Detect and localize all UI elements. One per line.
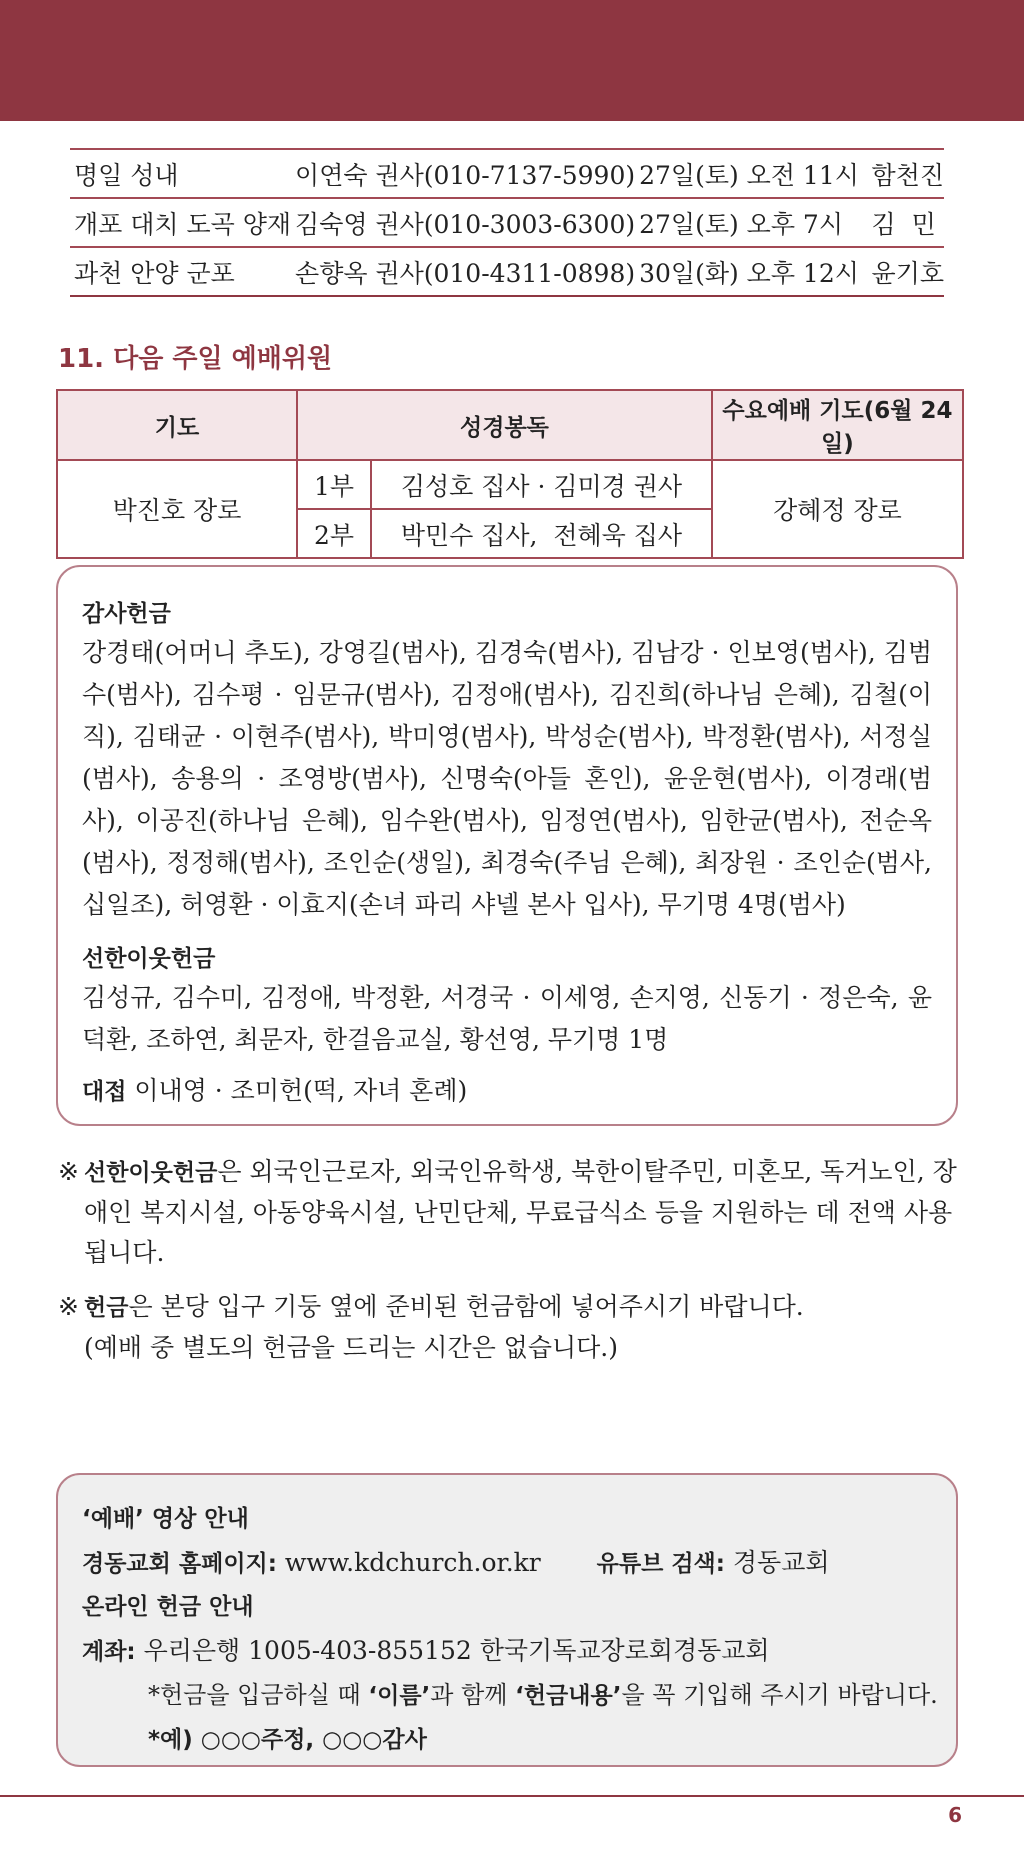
visit-contact: 김숙영 권사(010-3003-6300) [291,198,635,247]
visit-pastor: 함천진 [868,149,944,198]
remark-text: 과 함께 [430,1681,516,1709]
note-neighbor-offering [58,1152,968,1273]
visit-pastor: 김 민 [868,198,944,247]
visit-area: 명일 성내 [70,149,291,198]
note-bold: 헌금 [84,1295,129,1321]
reference-mark: ※ [58,1292,79,1321]
note-text: 은 외국인근로자, 외국인유학생, 북한이탈주민, 미혼모, 독거노인, 장애인 복지시설, 아동양육시설, 난민단체, 무료급식소 등을 지원하는 데 전액 사용됩니다. [84,1157,957,1267]
youtube-label: 유튜브 검색: [596,1551,725,1577]
visit-time: 30일(화) 오후 12시 [635,247,867,296]
footer-line [0,1795,1024,1797]
visit-contact: 이연숙 권사(010-7137-5990) [291,149,635,198]
video-heading: ‘예배’ 영상 안내 [82,1506,249,1532]
prayer-name: 박진호 장로 [57,460,297,558]
table-row [70,149,944,198]
visit-time: 27일(토) 오전 11시 [635,149,867,198]
visitation-table [70,148,944,297]
section-title: 11. 다음 주일 예배위원 [58,344,333,374]
visit-time: 27일(토) 오후 7시 [635,198,867,247]
remark-bold-content: ‘헌금내용’ [515,1683,622,1709]
note-subtext: (예배 중 별도의 헌금을 드리는 시간은 없습니다.) [84,1333,618,1362]
header-prayer: 기도 [57,390,297,460]
online-offering-heading: 온라인 헌금 안내 [82,1594,254,1620]
header-reading: 성경봉독 [297,390,712,460]
thanks-offering-heading: 감사헌금 [82,601,171,627]
thanks-offering-list: 강경태(어머니 추도), 강영길(범사), 김경숙(범사), 김남강 · 인보영(범사), 김범수(범사), 김수평 · 임문규(범사), 김정애(범사), 김진희(하나님 은혜), 김철(이직), 김태균 · 이현주(범사), 박미영(범사), 박성순(범사), 박정환(범사), 서정실(범사), 송용의 · 조영방(범사), 신명숙(아들 혼인), 윤운현(범사), 이경래(범사), 이공진(하나님 은혜), 임수완(범사), 임정연(범사), 임한균(범사), 전순옥(범사), 정정해(범사), 조인순(생일), 최경숙(주님 은혜), 최장원 · 조인순(범사, 십일조), 허영환 · 이효지(손녀 파리 샤넬 본사 입사), 무기명 4명(범사) [82,638,932,919]
neighbor-offering-heading: 선한이웃헌금 [82,946,216,972]
reading-names: 김성호 집사 · 김미경 권사 [371,460,712,509]
daejeop-label: 대접 [82,1079,127,1105]
visit-contact: 손향옥 권사(010-4311-0898) [291,247,635,296]
offering-box [56,565,958,1126]
table-row [57,460,963,509]
visit-area: 과천 안양 군포 [70,247,291,296]
neighbor-offering-list: 김성규, 김수미, 김정애, 박정환, 서경국 · 이세영, 손지영, 신동기 · 정은숙, 윤덕환, 조하연, 최문자, 한걸음교실, 황선영, 무기명 1명 [82,983,932,1054]
youtube-value: 경동교회 [732,1548,830,1577]
remark-text: 을 꼭 기입해 주시기 바랍니다. [621,1681,938,1709]
note-offering-box [58,1287,968,1368]
reference-mark: ※ [58,1157,79,1186]
account-row [82,1629,932,1673]
table-header-row [57,390,963,460]
daejeop-text: 이내영 · 조미헌(떡, 자녀 혼례) [134,1076,468,1105]
reading-service: 2부 [297,509,371,558]
homepage-label: 경동교회 홈페이지: [82,1551,277,1577]
account-value: 우리은행 1005-403-855152 한국기독교장로회경동교회 [143,1636,770,1665]
note-bold: 선한이웃헌금 [84,1160,218,1186]
header-wed-prayer: 수요예배 기도(6월 24일) [712,390,963,460]
visit-area: 개포 대치 도곡 양재 [70,198,291,247]
example-text: ○○○주정, ○○○감사 [200,1727,427,1753]
wed-prayer-name: 강혜정 장로 [712,460,963,558]
account-label: 계좌: [82,1639,136,1665]
notes [58,1152,968,1382]
table-row [70,247,944,296]
worship-committee-table [56,389,964,559]
reading-names: 박민수 집사, 전혜욱 집사 [371,509,712,558]
remark-bold-name: ‘이름’ [368,1683,431,1709]
daejeop-line [82,1071,932,1107]
remark-row [82,1673,938,1717]
example-row [82,1717,932,1761]
homepage-row [82,1541,932,1585]
homepage-url[interactable]: www.kdchurch.or.kr [284,1548,541,1577]
remark-text: *헌금을 입금하실 때 [148,1681,369,1709]
info-box [56,1473,958,1767]
header-band [0,0,1024,121]
example-label: *예) [148,1727,201,1753]
table-row [70,198,944,247]
visit-pastor: 윤기호 [868,247,944,296]
page-number: 6 [948,1803,962,1827]
note-text: 은 본당 입구 기둥 옆에 준비된 헌금함에 넣어주시기 바랍니다. [128,1292,804,1321]
reading-service: 1부 [297,460,371,509]
